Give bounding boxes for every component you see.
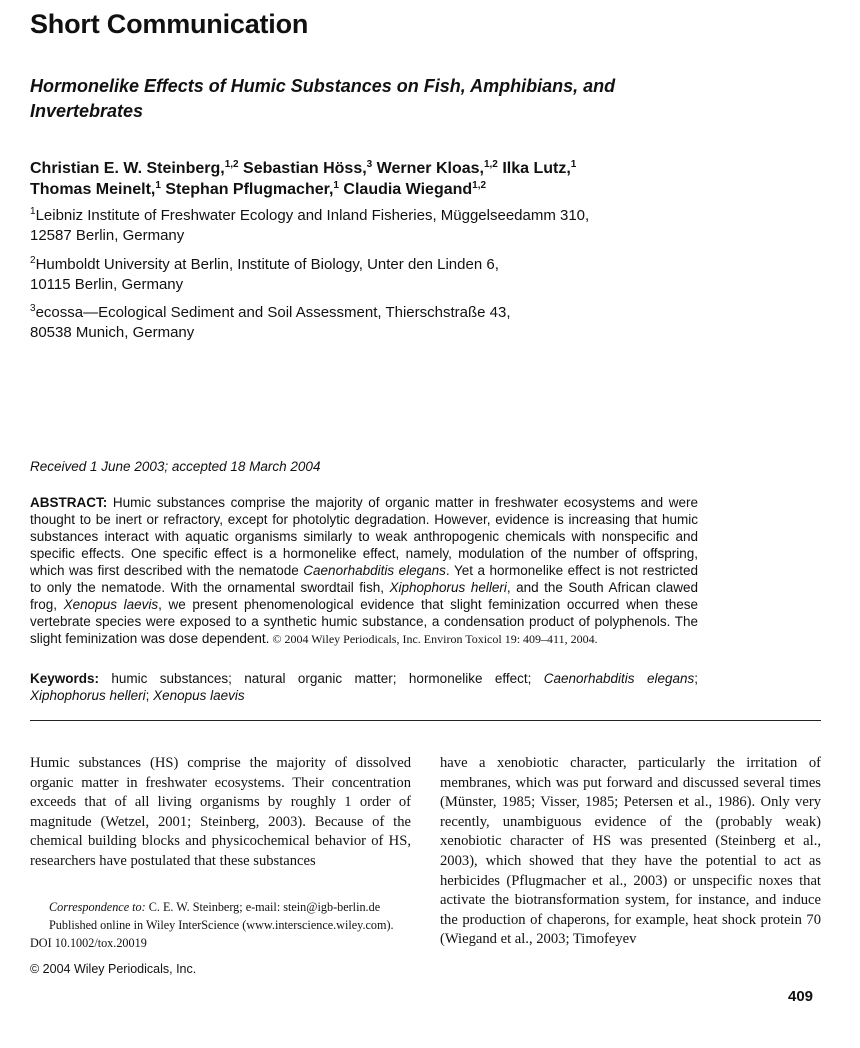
abstract-text: Humic substances comprise the majority of organic matter in freshwater ecosystems and were thought to be inert or refractory, except for photolytic degradation. However, evidence is increasing that humic substances interact with aquatic organisms similarly to weak anthropogenic chemicals with nonspecific and specific effects. One specific effect is a hormonelike effect, namely, modulation of the number of offspring, which was first described with the nematode xyxy=(30,495,698,578)
author-affiliation-marker: 1 xyxy=(333,180,339,191)
published-online: Published online in Wiley InterScience (www.interscience.wiley.com). xyxy=(49,918,394,932)
page-number: 409 xyxy=(788,988,814,1005)
author-affiliation-marker: 3 xyxy=(366,159,373,170)
article-title: Hormonelike Effects of Humic Substances on Fish, Amphibians, and Invertebrates xyxy=(30,76,616,121)
section-label: Short Communication xyxy=(30,9,309,39)
author-line-2 xyxy=(30,179,750,200)
species-name: Xenopus laevis xyxy=(153,688,245,703)
author-line-1 xyxy=(30,158,750,179)
affiliation-text: 12587 Berlin, Germany xyxy=(30,226,185,244)
species-name: Caenorhabditis elegans xyxy=(303,563,446,578)
keywords-text: humic substances; natural organic matter; hormonelike effect; xyxy=(99,671,544,686)
author-name: Stephan Pflugmacher, xyxy=(160,181,334,198)
author-affiliation-marker: 1 xyxy=(155,180,161,191)
species-name: Xiphophorus helleri xyxy=(30,688,146,703)
affiliation-marker: 1 xyxy=(30,206,36,217)
author-affiliation-marker: 1,2 xyxy=(472,180,487,191)
species-name: Xiphophorus helleri xyxy=(389,580,507,595)
affiliation-1 xyxy=(30,206,750,245)
author-affiliation-marker: 1,2 xyxy=(224,159,239,170)
author-name: Ilka Lutz, xyxy=(497,160,571,177)
affiliation-text: Leibniz Institute of Freshwater Ecology and Inland Fisheries, Müggelseedamm 310, xyxy=(35,207,590,224)
affiliation-text: Humboldt University at Berlin, Institute of Biology, Unter den Linden 6, xyxy=(35,256,499,273)
body-column-right: have a xenobiotic character, particularly the irritation of membranes, which was put forward and discussed several times (Münster, 1985; Visser, 1985; Petersen et al., 1986). Only very recently, unambiguous evidence of the (probably weak) xenobiotic character of HS was presented (Steinberg et al., 2003), which showed that they have the potential to act as herbicides (Pflugmacher et al., 2003) or unspecific noxes that activate the biotransformation system, for instance, and induce the production of chaperons, for example, heat shock protein 70 (Wiegand et al., 2003; Timofeyev xyxy=(440,755,821,948)
keywords-separator: ; xyxy=(694,671,698,686)
author-affiliation-marker: 1,2 xyxy=(483,159,498,170)
section-divider xyxy=(30,720,821,721)
author-name: Thomas Meinelt, xyxy=(30,181,156,198)
abstract-text: , we present phenomenological evidence that slight feminization occurred when these vertebrate species were exposed to a synthetic humic substance, a condensation product of polyphenols. The slight feminization was dose dependent. xyxy=(30,597,699,646)
species-name: Caenorhabditis elegans xyxy=(543,671,695,686)
author-list xyxy=(30,158,750,200)
abstract-text: , and the South African clawed frog, xyxy=(30,580,698,612)
doi: DOI 10.1002/tox.20019 xyxy=(30,936,147,950)
affiliation-text: 10115 Berlin, Germany xyxy=(30,275,184,293)
abstract-label: ABSTRACT: xyxy=(30,495,108,510)
species-name: Xenopus laevis xyxy=(63,597,159,612)
correspondence-label: Correspondence to: xyxy=(49,900,146,914)
abstract xyxy=(30,494,698,648)
author-name: Christian E. W. Steinberg, xyxy=(30,160,225,177)
author-name: Claudia Wiegand xyxy=(338,181,473,198)
keywords-label: Keywords: xyxy=(30,671,100,686)
affiliation-text: ecossa—Ecological Sediment and Soil Assessment, Thierschstraße 43, xyxy=(35,304,511,321)
copyright-notice: © 2004 Wiley Periodicals, Inc. xyxy=(30,962,197,976)
affiliation-marker: 2 xyxy=(30,255,36,266)
received-date: Received 1 June 2003; accepted 18 March 2004 xyxy=(30,459,321,474)
body-column-left: Humic substances (HS) comprise the majority of dissolved organic matter in freshwater ecosystems. Their concentration exceeds that of all living organisms by roughly 1 order of magnitude (Wetzel, 2001; Steinberg, 2003). Because of the chemical building blocks and physicochemical behavior of HS, researchers have postulated that these substances xyxy=(30,755,411,869)
keywords xyxy=(30,670,698,704)
author-affiliation-marker: 1 xyxy=(570,159,577,170)
affiliation-3 xyxy=(30,303,750,342)
keywords-separator: ; xyxy=(145,688,154,703)
affiliation-text: 80538 Munich, Germany xyxy=(30,323,195,341)
correspondence-email: C. E. W. Steinberg; e-mail: stein@igb-berlin.de xyxy=(145,900,381,914)
abstract-text: . Yet a hormonelike effect is not restricted to only the nematode. With the ornamental swordtail fish, xyxy=(30,563,698,595)
correspondence-footnote xyxy=(30,898,411,952)
abstract-citation: © 2004 Wiley Periodicals, Inc. Environ Toxicol 19: 409–411, 2004. xyxy=(269,632,598,646)
author-name: Sebastian Höss, xyxy=(238,160,367,177)
author-name: Werner Kloas, xyxy=(372,160,484,177)
affiliation-2 xyxy=(30,255,750,294)
affiliation-marker: 3 xyxy=(30,303,36,314)
